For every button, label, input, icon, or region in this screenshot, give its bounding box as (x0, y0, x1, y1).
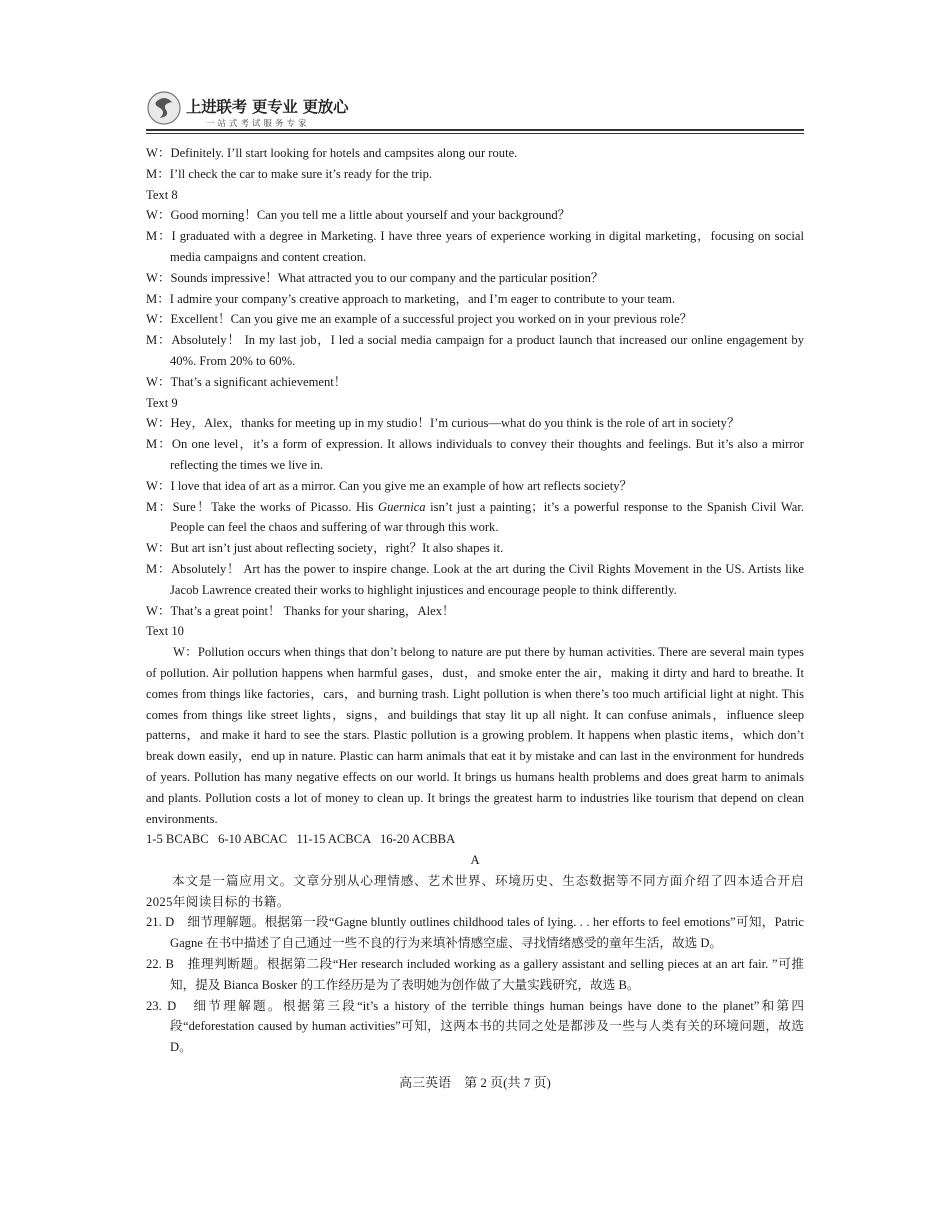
brand-tagline: 一站式考试服务专家 (206, 119, 310, 129)
dialogue-line: M：I graduated with a degree in Marketing. I have three years of experience working in digital marketing，focusing on social media campaigns and content creation. (146, 229, 804, 264)
page-content (146, 143, 804, 1058)
dialogue-line: W：I love that idea of art as a mirror. Can you give me an example of how art reflects society？ (146, 478, 633, 493)
section-intro: 本文是一篇应用文。文章分别从心理情感、艺术世界、环境历史、生态数据等不同方面介绍了四本适合开启2025年阅读目标的书籍。 (146, 873, 804, 909)
logo-swirl-icon (146, 90, 182, 126)
dialogue-line: W：That’s a great point！ Thanks for your sharing，Alex！ (146, 603, 455, 618)
page-footer: 高三英语 第 2 页(共 7 页) (399, 1075, 551, 1090)
dialogue-line: M：I’ll check the car to make sure it’s ready for the trip. (146, 166, 433, 181)
answer-key: 1-5 BCABC 6-10 ABCAC 11-15 ACBCA 16-20 ACBBA (146, 832, 456, 847)
header-rule-thick (146, 129, 804, 131)
text-label: Text 9 (146, 395, 178, 410)
picasso-before: M：Sure！Take the works of Picasso. His (146, 499, 379, 514)
text-label: Text 8 (146, 187, 178, 202)
dialogue-line: M：Absolutely！ In my last job，I led a social media campaign for a product launch that increased our online engagement by 40%. From 20% to 60%. (146, 333, 804, 368)
brand-slogan: 上进联考 更专业 更放心 (186, 98, 349, 116)
explanation-item: 23. D 细节理解题。根据第三段“it’s a history of the terrible things human beings have done to the planet”和第四段“deforestation caused by human activities”可知，这两本书的共同之处是都涉及一些与人类有关的环境问题，故选 D。 (146, 998, 804, 1055)
dialogue-line: W：Good morning！Can you tell me a little about yourself and your background？ (146, 208, 571, 223)
header-rule-thin (146, 133, 804, 134)
dialogue-line: M：Absolutely！ Art has the power to inspire change. Look at the art during the Civil Rights Movement in the US. Artists like Jacob Lawrence created their works to highlight injustices and encourage people to think differently. (146, 561, 804, 597)
dialogue-line: W：Excellent！Can you give me an example of a successful project you worked on in your previous role？ (146, 312, 693, 327)
painting-title: Guernica (378, 499, 426, 514)
picasso-after: isn’t just a painting；it’s a powerful response to the Spanish Civil War. People can feel the chaos and suffering of war through this work. (170, 499, 805, 535)
dialogue-line: W：That’s a significant achievement！ (146, 374, 347, 389)
monologue-passage: W：Pollution occurs when things that don’t belong to nature are put there by human activities. There are several main types of pollution. Air pollution happens when harmful gases，dust，and smoke enter the air，making it dirty and hard to breathe. It comes from things like factories，cars，and burning trash. Light pollution is when there’s too much artificial light at night. This comes from things like street lights，signs，and buildings that stay lit up all night. It can confuse animals，influence sleep patterns，and make it hard to see the stars. Plastic pollution is a growing problem. It happens when plastic items，which don’t break down easily，end up in nature. Plastic can harm animals that eat it by mistake and can last in the environment for hundreds of years. Pollution has many negative effects on our world. It brings us humans health problems and does great harm to animals and plants. Pollution costs a lot of money to clean up. It brings the greatest harm to industries like tourism that depend on clean environments. (146, 645, 804, 826)
dialogue-line: W：Sounds impressive！What attracted you to our company and the particular position？ (146, 270, 604, 285)
page-header (146, 90, 804, 134)
explanation-item: 22. B 推理判断题。根据第二段“Her research included working as a gallery assistant and selling pieces at an art fair. ”可推知，提及 Bianca Bosker 的工作经历是为了表明她为创作做了大量实践研究，故选 B。 (146, 957, 804, 992)
dialogue-line: M：On one level，it’s a form of expression. It allows individuals to convey their thoughts and feelings. But it’s also a mirror reflecting the times we live in. (146, 437, 804, 472)
dialogue-line-picasso (146, 497, 804, 539)
dialogue-line: W：Hey，Alex，thanks for meeting up in my studio！I’m curious—what do you think is the role of art in society？ (146, 416, 740, 431)
dialogue-line: W：But art isn’t just about reflecting society，right？It also shapes it. (146, 541, 504, 556)
dialogue-line: W：Definitely. I’ll start looking for hotels and campsites along our route. (146, 146, 518, 160)
dialogue-line: M：I admire your company’s creative approach to marketing，and I’m eager to contribute to your team. (146, 291, 676, 306)
text-label: Text 10 (146, 624, 184, 639)
explanation-item: 21. D 细节理解题。根据第一段“Gagne bluntly outlines childhood tales of lying. . . her efforts to feel emotions”可知，Patric Gagne 在书中描述了自己通过一些不良的行为来填补情感空虚、寻找情绪感受的童年生活，故选 D。 (146, 915, 804, 951)
section-heading: A (470, 853, 480, 868)
